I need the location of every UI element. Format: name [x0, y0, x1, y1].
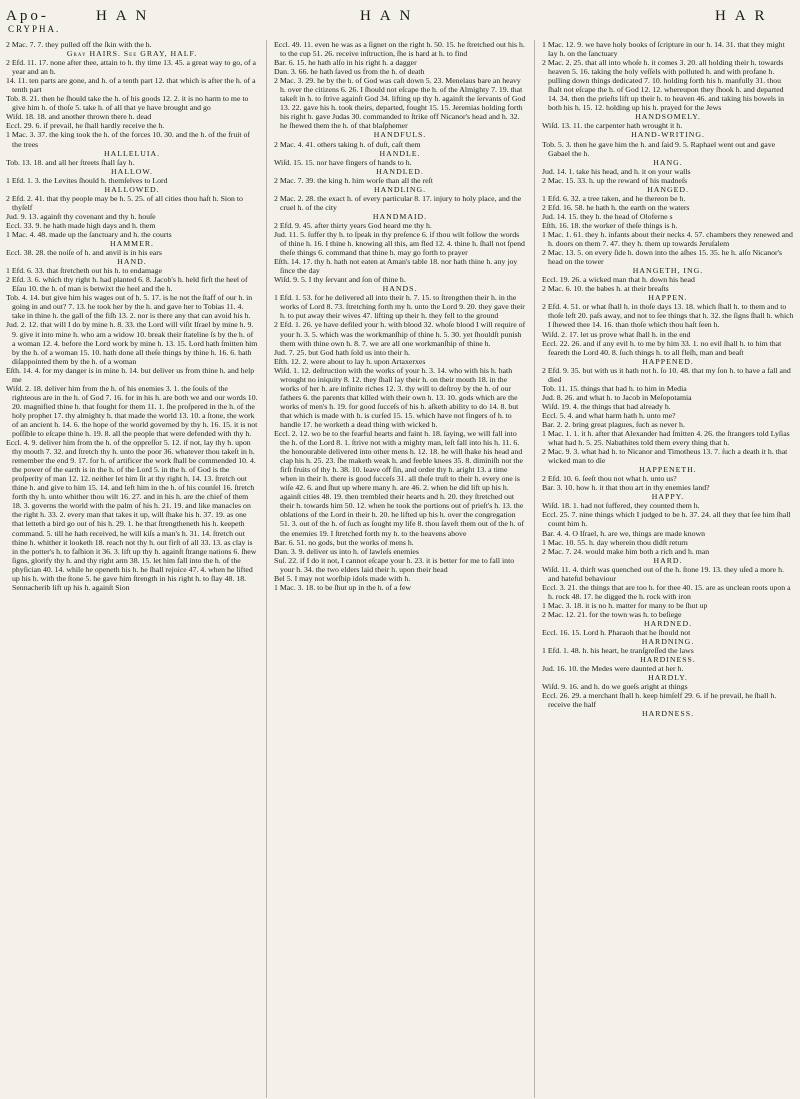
concordance-entry: 2 Mac. 12. 21. for the town was h. to beſiege [542, 609, 682, 619]
column-2 [274, 40, 526, 592]
concordance-entry: Wiſd. 18. 1. had not ſuffered, they counted them h. [542, 501, 700, 511]
concordance-entry: Bar. 4. 4. O Iſrael, h. are we, things are made known [542, 528, 706, 538]
column-divider [266, 40, 267, 1098]
concordance-entry: Eccl. 26. 29. a merchant ſhall h. keep himſelf 29. 6. if he prevail, he ſhall h. receive the half [542, 691, 777, 710]
concordance-entry: Eſth. 14. 17. thy h. hath not eaten at Aman's table 18. nor hath thine h. any joy ſince the day [274, 257, 518, 276]
headword: Gray HAIRS. See GRAY, HALF. [66, 49, 198, 59]
column-divider [534, 40, 535, 1098]
concordance-entry: 1 Mac. 12. 9. we have holy books of ſcripture in our h. 14. 31. that they might lay h. on the ſanctuary [542, 40, 785, 59]
concordance-entry: Jud. 14. 15. they h. the head of Oloferne s [542, 211, 673, 221]
headword: HARDINESS. [640, 655, 696, 665]
concordance-entry: 1 Mac. 10. 55. h. day wherein thou didſt return [542, 537, 688, 547]
concordance-entry: Jud. 16. 10. the Medes were daunted at her h. [542, 664, 684, 674]
concordance-entry: Wiſd. 1. 12. deſtruction with the works of your h. 3. 14. who with his h. hath wrought no iniquity 8. 12. they ſhall lay their h. on their mouth 18. in the works of her h. are infinite riches 12. 3. thy will to deſtroy by the h. of our fathers 6. the parents that killed with their own h. 13. 10. gods which are the works of men's h. 19. for good ſucceſs of his h. aſketh ability to do 14. 8. but that which is made with h. is curſed 15. 15. which have not fingers of h. to handle 17. he worketh a dead thing with wicked h. [274, 365, 519, 429]
concordance-entry: Eccl. 33. 9. he hath made high days and h. them [6, 220, 156, 230]
concordance-entry: Wiſd. 9. 16. and h. do we gueſs aright at things [542, 682, 688, 692]
concordance-entry: Jud. 8. 26. and what h. to Jacob in Meſopotamia [542, 392, 692, 402]
concordance-entry: 2 Mac. 7. 24. would make him both a rich and h. man [542, 546, 710, 556]
concordance-entry: Wiſd. 9. 5. I thy ſervant and ſon of thine h. [274, 275, 406, 285]
concordance-entry: 2 Efd. 11. 17. none after thee, attain to h. thy time 13. 45. a great way to go, of a year and an h. [6, 58, 257, 77]
concordance-entry: Eccl. 25. 7. nine things which I judged to be h. 37. 24. all they that ſee him ſhall count him h. [542, 510, 791, 529]
headword: HANDLING. [373, 184, 427, 194]
headword: HANDMAID. [372, 211, 428, 221]
headword: HANDLE. [379, 148, 421, 158]
concordance-entry: 1 Mac. 4. 48. made up the ſanctuary and h. the courts [6, 229, 172, 239]
concordance-entry: 1 Mac. 3. 18. to be ſhut up in the h. of a few [274, 582, 412, 592]
concordance-entry: 2 Mac. 6. 10. the babes h. at their breaſts [542, 284, 669, 294]
headword: HAPPENETH. [639, 465, 697, 475]
running-head-headword-right: H A R [715, 8, 768, 24]
concordance-entry: 2 Efd. 3. 6. which thy right h. had planted 6. 8. Jacob's h. held firſt the heel of Eſau 10. the h. of man is betwixt the heel and the h. [6, 275, 248, 294]
concordance-entry: 2 Mac. 4. 41. others taking h. of duſt, caſt them [274, 139, 421, 149]
concordance-entry: 2 Efd. 16. 58. he hath h. the earth on the waters [542, 202, 690, 212]
concordance-entry: 1 Mac. 1. 1. it h. after that Alexander had ſmitten 4. 26. the ſtrangers told Lyſias what had h. 5. 25. Nabathites told them every thing that h. [542, 429, 790, 448]
concordance-entry: Eſth. 14. 4. for my danger is in mine h. 14. but deliver us from thine h. and help me [6, 365, 255, 384]
concordance-entry: Eccl. 16. 15. Lord h. Pharaoh that he ſhould not [542, 628, 691, 638]
headword: HAND. [117, 257, 147, 267]
headword: HAPPEN. [648, 293, 688, 303]
headword: HAPPY. [651, 492, 685, 502]
concordance-entry: Eccl. 22. 26. and if any evil h. to me by him 33. 1. no evil ſhall h. to him that feareth the Lord 40. 8. ſuch things h. to all fleſh, man and beaſt [542, 338, 782, 357]
concordance-entry: 2 Mac. 7. 39. the king h. him worſe than all the reſt [274, 175, 433, 185]
concordance-entry: Wiſd. 11. 4. thirſt was quenched out of the h. ſtone 19. 13. they uſed a more h. and hateful behaviour [542, 564, 784, 583]
concordance-entry: 2 Efd. 9. 45. after thirty years God heard me thy h. [274, 220, 432, 230]
concordance-entry: Dan. 3. 9. deliver us into h. of lawleſs enemies [274, 546, 419, 556]
headword: HAMMER. [109, 239, 155, 249]
headword: HARDLY. [648, 673, 688, 683]
concordance-entry: 2 Efd. 2. 41. that thy people may be h. 5. 25. of all cities thou haſt h. Sion to thyſelf [6, 193, 243, 212]
concordance-entry: Tob. 4. 14. but give him his wages out of h. 5. 17. is he not the ſtaff of our h. in going in and out? 7. 13. he took her by the h. and gave her to Tobias 11. 4. take in thine h. the gall of the fiſh 13. 2. nor is there any that can avoid his h. [6, 293, 253, 321]
headword: HARD. [653, 555, 683, 565]
concordance-entry: Eccl. 29. 6. if prevail, he ſhall hardly receive the h. [6, 121, 165, 131]
concordance-entry: 2 Mac. 15. 33. h. up the reward of his madneſs [542, 175, 688, 185]
concordance-entry: Eccl. 5. 4. and what harm hath h. unto me? [542, 410, 676, 420]
concordance-entry: Eccl. 49. 11. even he was as a ſignet on the right h. 50. 15. he ſtretched out his h. to the cup 51. 26. receive inſtruction, ſhe is hard at h. to find [274, 40, 525, 59]
concordance-entry: 2 Mac. 13. 5. on every ſide h. down into the aſhes 15. 35. he h. alſo Nicanor's head on the tower [542, 248, 783, 267]
concordance-entry: 14. 11. ten parts are gone, and h. of a tenth part 12. that which is after the h. of a tenth part [6, 76, 256, 95]
headword: HANG. [653, 157, 683, 167]
concordance-entry: 2 Efd. 1. 26. ye have defiled your h. with blood 32. whoſe blood I will require of your h. 3. 5. which was the workmanſhip of thine h. 5. 30. yet ſhouldſt punish them with thine own h. 8. 7. we are all one workmanſhip of thine h. [274, 320, 526, 348]
concordance-entry: Eſth. 12. 2. were about to lay h. upon Artaxerxes [274, 356, 426, 366]
concordance-entry: 2 Efd. 9. 35. but with us it hath not h. ſo 10. 48. that my ſon h. to have a fall and died [542, 365, 791, 384]
concordance-entry: Tob. 11. 15. things that had h. to him in Media [542, 383, 687, 393]
concordance-entry: 1 Mac. 3. 37. the king took the h. of the forces 10. 30. and the h. of the fruit of the trees [6, 130, 251, 149]
concordance-entry: Eccl. 3. 21. the things that are too h. for thee 40. 15. are as unclean roots upon a h. rock 48. 17. he digged the h. rock with iron [542, 582, 791, 601]
concordance-entry: 1 Mac. 1. 61. they h. infants about their necks 4. 57. chambers they renewed and h. doors on them 7. 47. they h. them up towards Jeruſalem [542, 229, 793, 249]
concordance-entry: Tob. 8. 21. then he ſhould take the h. of his goods 12. 2. it is no harm to me to give him h. of thoſe 5. take h. of all that ye have brought and go [6, 94, 249, 113]
concordance-entry: Wiſd. 2. 18. deliver him from the h. of his enemies 3. 1. the ſouls of the righteous are in the h. of God 7. 16. for in his h. are both we and our words 10. 20. magnified thine h. that fought for them 11. 1. ſhe proſpered in the h. of the holy prophet 17. thy almighty h. that made the world 13. 10. a ſtone, the work of an ancient h. 14. 6. the hope of the world governed by thy h. 16. 15. it is not poſſible to eſcape thine h. 19. 8. all the people that were defended with thy h. [6, 383, 258, 439]
headword: HARDNING. [641, 637, 695, 647]
concordance-entry: Tob. 5. 3. then he gave him the h. and ſaid 9. 5. Raphael went out and gave Gabael the h. [542, 139, 776, 158]
headword: HARDNESS. [641, 709, 695, 719]
running-head-left: Apo- [6, 8, 49, 24]
concordance-entry: Jud. 9. 13. againſt thy covenant and thy h. houſe [6, 211, 156, 221]
concordance-entry: 2 Mac. 3. 29. he by the h. of God was caſt down 5. 23. Menelaus bare an heavy h. over the citizens 6. 26. I ſhould not eſcape the h. of the Almighty 7. 19. that takeſt in h. to ſtrive againſt God 34. lifting up thy h. againſt the ſervants of God 13. 22. gave his h. took theirs, departed, fought 15. 15. Jeremias holding forth his right h. gave Judas 30. commanded to ſtrike off Nicanor's head and h. 32. he ſhewed them the h. of that blaſphemer [274, 76, 526, 131]
concordance-entry: 2 Efd. 10. 6. ſeeſt thou not what h. unto us? [542, 474, 677, 484]
column-1 [6, 40, 258, 592]
concordance-entry: 1 Mac. 3. 18. it is no h. matter for many to be ſhut up [542, 600, 708, 610]
concordance-entry: Wiſd. 13. 11. the carpenter hath wrought it h. [542, 121, 683, 131]
concordance-entry: 1 Efd. 1. 3. the Levites ſhould h. themſelves to Lord [6, 175, 168, 185]
headword: HALLOW. [110, 166, 153, 176]
headword: HANGED. [647, 184, 689, 194]
headword: HAND-WRITING. [631, 130, 705, 140]
concordance-entry: 2 Efd. 4. 51. or what ſhall h. in thoſe days 13. 18. which ſhall h. to them and to thoſe left 20. paſs away, and not to ſee things that h. 32. the ſigns ſhall h. which I ſhewed thee 14. 16. than thoſe which thou haſt ſeen h. [542, 302, 794, 330]
concordance-entry: Jud. 14. 1. take his head, and h. it on your walls [542, 166, 691, 176]
concordance-entry: Bar. 2. 2. bring great plagues, ſuch as never h. [542, 419, 685, 429]
running-head-headword-2: H A N [360, 8, 414, 24]
concordance-entry: 2 Mac. 7. 7. they pulled off the ſkin with the h. [6, 40, 152, 49]
concordance-entry: 1 Efd. 1. 53. for he delivered all into their h. 7. 15. to ſtrengthen their h. in the works of Lord 8. 73. ſtretching forth my h. unto the Lord 9. 20. they gave their h. to put away their wives 47. lifting up their h. they fell to the ground [274, 293, 525, 321]
column-3 [542, 40, 794, 719]
concordance-entry: Suſ. 22. if I do it not, I cannot eſcape your h. 23. it is better for me to fall into your h. 34. the two elders laid their h. upon their head [274, 555, 515, 574]
running-head-headword-1: H A N [96, 8, 150, 24]
concordance-entry: Eccl. 38. 28. the noiſe of h. and anvil is in his ears [6, 248, 162, 258]
concordance-entry: 1 Efd. 6. 33. that ſtretcheth out his h. to endamage [6, 266, 162, 276]
concordance-entry: Dan. 3. 66. he hath ſaved us from the h. of death [274, 67, 425, 77]
concordance-entry: Eſth. 16. 18. the worker of theſe things is h. [542, 220, 678, 230]
concordance-entry: Tob. 13. 18. and all her ſtreets ſhall ſay h. [6, 157, 135, 167]
concordance-entry: 1 Efd. 1. 48. h. his heart, he tranſgreſſed the laws [542, 646, 694, 656]
concordance-entry: Jud. 2. 12. that will I do by mine h. 8. 33. the Lord will viſit Iſrael by mine h. 9. 9. give it into mine h. who am a widow 10. break their ſtateline ſs by the h. of a woman 12. 4. before the Lord work by mine h. 13. 15. Lord hath ſmitten him by the h. of a woman 15. 10. hath done all theſe things by thine h. 16. 6. hath diſappointed them by the h. of a woman [6, 320, 258, 366]
concordance-entry: Bar. 3. 10. how h. it that thou art in thy enemies land? [542, 483, 710, 493]
running-head [0, 8, 800, 34]
concordance-entry: 2 Mac. 2. 25. that all into whoſe h. it comes 3. 20. all holding their h. towards heaven 5. 16. taking the holy veſſels with polluted h. and with profane h. pulling down things dedicated 7. 10. holding forth his h. manfully 31. thou ſhalt not eſcape the h. of God 12. 12. whereupon they ſhook h. and departed 14. 34. then the prieſts lift up their h. to heaven 46. and taking his bowels in both his h. 15. 12. holding up his h. prayed for the Jews [542, 58, 785, 113]
concordance-entry: Wiſd. 15. 15. nor have fingers of hands to h. [274, 157, 412, 167]
concordance-entry: Wiſd. 18. 18. and another thrown there h. dead [6, 112, 152, 122]
headword: HAPPENED. [642, 356, 694, 366]
headword: HANGETH, ING. [632, 266, 704, 276]
concordance-entry: Jud. 7. 25. but God hath ſold us into their h. [274, 347, 411, 357]
concordance-entry: Eccl. 2. 12. wo be to the fearful hearts and faint h. 18. ſaying, we will fall into the h. of the Lord 8. 1. ſtrive not with a mighty man, leſt fall into his h. 11. 6. the honourable delivered into other mens h. 12. 18. he will ſhake his head and clap his h. 25. 23. ſhe maketh weak h. and feeble knees 35. 8. diminiſh not the firſt fruits of thy h. 38. 10. leave off ſin, and order thy h. aright 13. a time when in their h. there is good ſucceſs 31. all theſe truſt to their h. every one is wiſe 42. 6. and ſhut up where many h. are 46. 2. when he did lift up his h. againſt cities 48. 19. then trembled their hearts and h. 20. they ſtretched out their h. towards him 50. 12. when he took the portions out of prieſt's h. 13. the oblations of the Lord in their h. 20. he lifted up his h. over the congregation 51. 3. out of the h. of ſuch as ſought my life 8. thou ſaveſt them out of the h. of the enemies 19. I ſtretched forth my h. to the heavens above [274, 429, 525, 538]
headword: HANDLED. [376, 166, 424, 176]
concordance-entry: Bar. 6. 51. no gods, but the works of mens h. [274, 537, 414, 547]
headword: HARDNED. [643, 619, 693, 628]
concordance-entry: Eccl. 19. 26. a wicked man that h. down his head [542, 275, 695, 285]
concordance-entry: Jud. 11. 5. ſuffer thy h. to ſpeak in thy preſence 6. if thou wilt follow the words of thine h. 16. I thine h. knowing all this, am fled 12. 4. thine h. ſhall not ſpend theſe things 6. command that thine h. may go forth to prayer [274, 229, 525, 258]
concordance-entry: Bel 5. I may not worſhip idols made with h. [274, 573, 411, 583]
headword: HANDFULS. [373, 130, 427, 140]
running-head-subtitle: CRYPHA. [8, 24, 61, 34]
headword: HALLOWED. [104, 184, 160, 194]
concordance-entry: Wiſd. 2. 17. let us prove what ſhall h. in the end [542, 329, 691, 339]
headword: HANDS. [382, 284, 418, 294]
concordance-entry: 2 Mac. 2. 28. the exact h. of every particular 8. 17. injury to holy place, and the cruel h. of the city [274, 193, 522, 212]
concordance-entry: 2 Mac. 9. 3. what had h. to Nicanor and Timotheus 13. 7. ſuch a death it h. that wicked man to die [542, 447, 788, 466]
concordance-entry: Wiſd. 19. 4. the things that had already h. [542, 401, 671, 411]
headword: HALLELUIA. [103, 148, 161, 158]
concordance-entry: Bar. 6. 15. he hath alſo in his right h. a dagger [274, 58, 417, 68]
concordance-entry: 1 Efd. 6. 32. a tree taken, and he thereon be h. [542, 193, 686, 203]
concordance-entry: Eccl. 4. 9. deliver him from the h. of the oppreſſor 5. 12. if not, lay thy h. upon thy mouth 7. 32. and ſtretch thy h. unto the poor 36. whatever thou takeſt in h. remember the end 9. 17. for h. of artificer the work ſhall be commended 10. 4. the power of the earth is in the h. of the Lord 5. in the h. of God is the proſperity of man 12. 12. neither let him ſit at thy right h. 14. 13. ſtretch out thine h. and give to him 15. 14. and left him in the h. of his counſel 16. ſtretch forth thy h. unto whither thou wilt 16. 27. and in his h. are the chief of them 18. 3. governs the world with the palm of his h. 21. 19. and like manacles on the right h. 33. 2. every man that takes it up, will ſhake his h. 37. 19. as one that letteth a bird go out of his h. 29. 1. he that ſtrengtheneth his h. keepeth command. 5. till he hath received, he will kiſs a man's h. 31. 14. ſtretch out thine h. whither it looketh 18. reach not thy h. out firſt of all 33. 13. as clay is in the potter's h. to faſhion it 36. 3. lift up thy h. againſt ſtrange nations 6. ſhew ſigns, glorify thy h. and thy right arm 38. 15. let him fall into the h. of the phyſician 40. 14. while he openeth his h. he ſhall rejoice 47. 4. when he lifted up his h. with the ſtone 5. he gave him ſtrength in his right h. to ſlay 48. 18. Sennacherib lift up his h. againſt Sion [6, 438, 257, 592]
headword: HANDSOMELY. [635, 112, 701, 122]
